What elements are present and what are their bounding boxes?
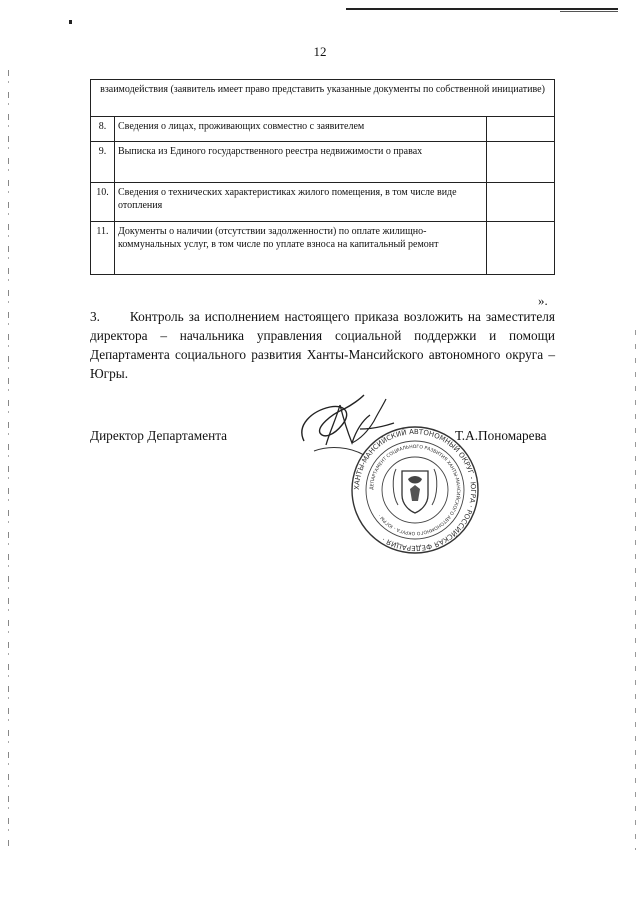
table-row: [91, 117, 555, 142]
paragraph-3: 3. Контроль за исполнением настоящего приказа возложить на заместителя директора – начальника управления социальной поддержки и помощи Департамента социального развития Ханты-Мансийского автономного округа – Югры.: [90, 309, 555, 381]
scan-speck: [69, 20, 72, 24]
row-number: 10.: [91, 183, 115, 222]
row-text: Документы о наличии (отсутствии задолженности) по оплате жилищно-коммунальных услуг, в том числе по уплате взноса на капитальный ремонт: [115, 222, 487, 275]
row-number: 8.: [91, 117, 115, 142]
official-seal: [350, 425, 480, 555]
scan-edge-line: [346, 8, 618, 10]
row-number: 11.: [91, 222, 115, 275]
row-empty-cell: [487, 222, 555, 275]
table-row: [91, 222, 555, 275]
row-empty-cell: [487, 117, 555, 142]
table-row: [91, 142, 555, 183]
row-text: Сведения о технических характеристиках жилого помещения, в том числе виде отопления: [115, 183, 487, 222]
closing-quote: ».: [538, 293, 548, 308]
row-text: Выписка из Единого государственного реестра недвижимости о правах: [115, 142, 487, 183]
row-empty-cell: [487, 142, 555, 183]
table-row-continuation: [91, 80, 555, 117]
scan-edge-line: [560, 11, 618, 12]
scan-binding-edge: [8, 70, 9, 850]
row-number: 9.: [91, 142, 115, 183]
row-text: Сведения о лицах, проживающих совместно с заявителем: [115, 117, 487, 142]
table-cell-continuation: взаимодействия (заявитель имеет право представить указанные документы по собственной инициативе): [91, 80, 555, 117]
scan-binding-edge: [635, 330, 636, 850]
signatory-position: Директор Департамента: [90, 428, 228, 443]
documents-table: [90, 79, 555, 275]
seal-inner-text: ДЕПАРТАМЕНТ СОЦИАЛЬНОГО РАЗВИТИЯ ХАНТЫ-МАНСИЙСКОГО АВТОНОМНОГО ОКРУГА - ЮГРЫ ·: [369, 444, 461, 536]
coat-of-arms-icon: [393, 469, 437, 513]
seal-outer-text: ХАНТЫ-МАНСИЙСКИЙ АВТОНОМНЫЙ ОКРУГ - ЮГРА · РОССИЙСКАЯ ФЕДЕРАЦИЯ ·: [352, 427, 478, 553]
signatory-name: Т.А.Пономарева: [455, 428, 547, 443]
page-number: 12: [313, 44, 327, 59]
row-empty-cell: [487, 183, 555, 222]
table-row: [91, 183, 555, 222]
